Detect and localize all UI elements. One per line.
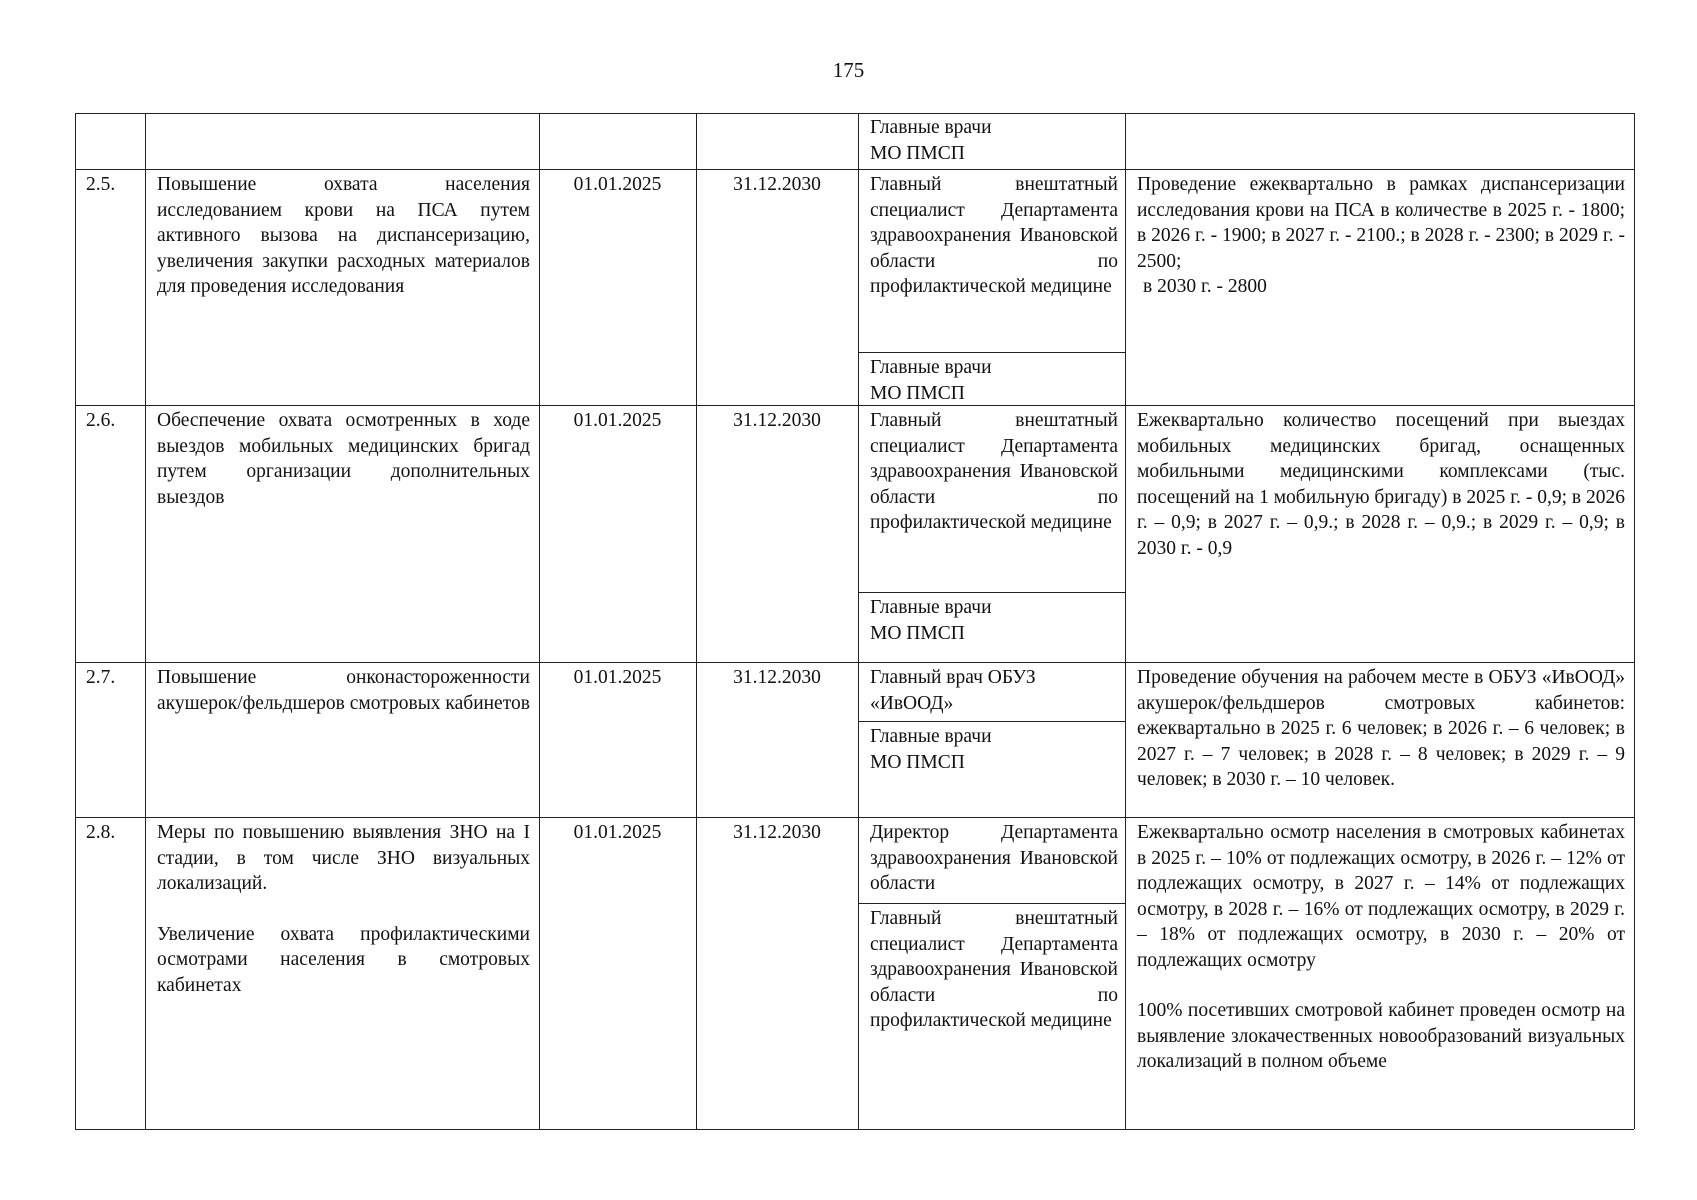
- event-text: Повышение онконастороженности акушерок/фельдшеров смотровых кабинетов: [157, 667, 530, 714]
- result-text: Проведение обучения на рабочем месте в ОБУЗ «ИвООД» акушерок/фельдшеров смотровых кабинетов: ежеквартально в 2025 г. 6 человек; в 2026 г. – 6 человек; в 2027 г. – 7 человек; в 2028 г. – 8 человек; в 2029 г. – 9 человек; в 2030 г. – 10 человек.: [1137, 667, 1625, 790]
- page-number: 175: [832, 58, 865, 82]
- start-date: 01.01.2025: [573, 822, 662, 843]
- start-date: 01.01.2025: [573, 667, 662, 688]
- row-divider: [75, 169, 1634, 170]
- end-date: 31.12.2030: [733, 667, 821, 688]
- column-divider: [858, 113, 859, 1129]
- responsible-text: Главный внештатный специалист Департамента здравоохранения Ивановской области по профилактической медицине: [870, 174, 1118, 297]
- responsible-cell: [870, 665, 1118, 716]
- column-divider: [539, 113, 540, 1129]
- event-text: Меры по повышению выявления ЗНО на I стадии, в том числе ЗНО визуальных локализаций.: [157, 822, 530, 894]
- responsible-cell: [870, 172, 1118, 300]
- event-cell: [157, 172, 530, 300]
- start-date: 01.01.2025: [573, 174, 662, 195]
- row-divider: [75, 113, 1634, 114]
- result-text: Ежеквартально количество посещений при выездах мобильных медицинских бригад, оснащенных мобильными медицинскими комплексами (тыс. посещений на 1 мобильную бригаду) в 2025 г. - 0,9; в 2026 г. – 0,9; в 2027 г. – 0,9.; в 2028 г. – 0,9.; в 2029 г. – 0,9; в 2030 г. - 0,9: [1137, 410, 1625, 559]
- responsible-line: Главные врачи: [870, 117, 992, 138]
- result-cell: [1137, 820, 1625, 1075]
- sub-row-divider: [858, 352, 1125, 353]
- responsible-text: Главный внештатный специалист Департамента здравоохранения Ивановской области по профилактической медицине: [870, 410, 1118, 533]
- row-number: 2.5.: [86, 174, 116, 195]
- end-date: 31.12.2030: [733, 174, 821, 195]
- responsible-cell: [870, 595, 1118, 646]
- result-text: в 2030 г. - 2800: [1143, 276, 1267, 297]
- responsible-text: Главные врачи МО ПМСП: [870, 726, 992, 773]
- column-divider: [1125, 113, 1126, 1129]
- result-cell: [1137, 408, 1625, 561]
- column-divider: [145, 113, 146, 1129]
- event-text: Повышение охвата населения исследованием крови на ПСА путем активного вызова на диспансеризацию, увеличения закупки расходных материалов для проведения исследования: [157, 174, 530, 297]
- row-divider: [75, 405, 1634, 406]
- responsible-cell: [870, 724, 1118, 775]
- responsible-cell: [870, 355, 1118, 406]
- event-cell: [157, 665, 530, 716]
- start-date: 01.01.2025: [573, 410, 662, 431]
- row-divider: [75, 1129, 1634, 1130]
- column-divider: [696, 113, 697, 1129]
- result-text: Проведение ежеквартально в рамках диспансеризации исследования крови на ПСА в количестве в 2025 г. - 1800; в 2026 г. - 1900; в 2027 г. - 2100.; в 2028 г. - 2300; в 2029 г. - 2500;: [1137, 174, 1625, 272]
- table-border-right: [1634, 113, 1635, 1129]
- responsible-cell: [870, 906, 1118, 1034]
- end-date: 31.12.2030: [733, 822, 821, 843]
- event-text: Увеличение охвата профилактическими осмотрами населения в смотровых кабинетах: [157, 923, 530, 996]
- responsible-line: МО ПМСП: [870, 142, 965, 164]
- row-number: 2.6.: [86, 410, 116, 431]
- result-cell: [1137, 172, 1625, 300]
- responsible-text: Главные врачи МО ПМСП: [870, 357, 992, 404]
- sub-row-divider: [858, 903, 1125, 904]
- responsible-text: Главные врачи МО ПМСП: [870, 597, 992, 644]
- sub-row-divider: [858, 592, 1125, 593]
- responsible-text: Главный врач ОБУЗ «ИвООД»: [870, 667, 1036, 714]
- responsible-text: Директор Департамента здравоохранения Ивановской области: [870, 822, 1118, 894]
- responsible-cell: [870, 115, 1120, 166]
- result-text: Ежеквартально осмотр населения в смотровых кабинетах в 2025 г. – 10% от подлежащих осмотру, в 2026 г. – 12% от подлежащих осмотру, в 2027 г. – 14% от подлежащих осмотру, в 2028 г. – 16% от подлежащих осмотру, в 2029 г. – 18% от подлежащих осмотру, в 2030 г. – 20% от подлежащих осмотру: [1137, 822, 1625, 971]
- event-cell: [157, 408, 530, 510]
- measures-table: [75, 113, 1634, 1129]
- row-divider: [75, 817, 1634, 818]
- responsible-text: Главный внештатный специалист Департамента здравоохранения Ивановской области по профилактической медицине: [870, 908, 1118, 1031]
- event-text: Обеспечение охвата осмотренных в ходе выездов мобильных медицинских бригад путем организации дополнительных выездов: [157, 410, 530, 508]
- row-number: 2.7.: [86, 667, 116, 688]
- end-date: 31.12.2030: [733, 410, 821, 431]
- sub-row-divider: [858, 721, 1125, 722]
- result-text: 100% посетивших смотровой кабинет проведен осмотр на выявление злокачественных новообразований визуальных локализаций в полном объеме: [1137, 1000, 1625, 1072]
- event-cell: [157, 820, 530, 998]
- row-divider: [75, 662, 1634, 663]
- responsible-cell: [870, 408, 1118, 536]
- responsible-cell: [870, 820, 1118, 897]
- table-border-left: [75, 113, 76, 1129]
- result-cell: [1137, 665, 1625, 793]
- row-number: 2.8.: [86, 822, 116, 843]
